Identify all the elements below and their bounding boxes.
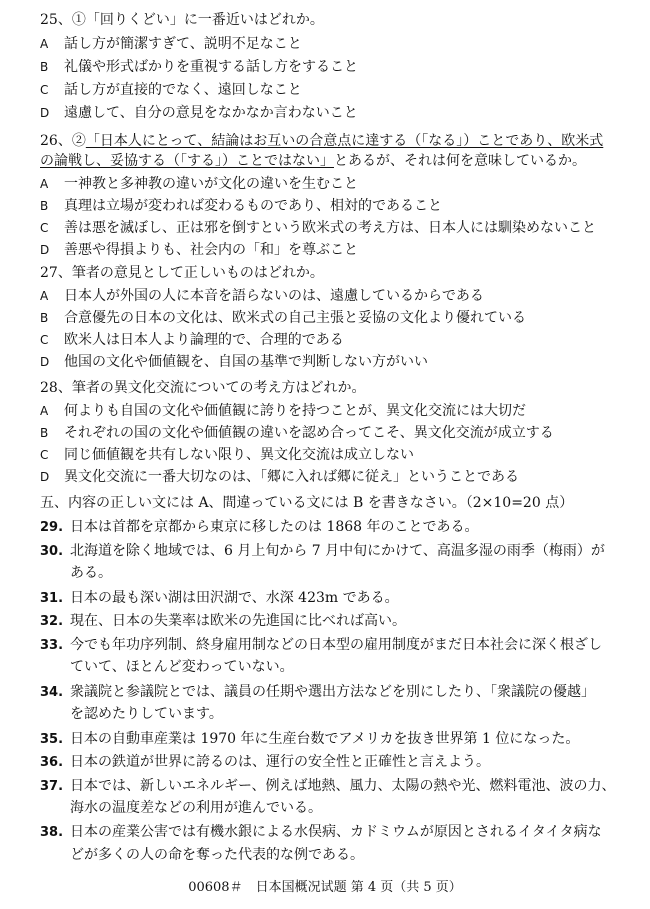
option-text: 礼儀や形式ばかりを重視する話し方をすること [64,59,358,75]
item-text: 衆議院と参議院とでは、議員の任期や選出方法などを別にしたり、「衆議院の優越」 [70,684,595,700]
option-letter: C [40,333,49,347]
item-30 [40,541,605,562]
item-text: 日本の鉄道が世界に誇るのは、運行の安全性と正確性と言えよう。 [70,754,490,770]
item-text: 日本の自動車産業は 1970 年に生産台数でアメリカを抜き世界第 1 位になった。 [70,731,580,747]
question-25-option-b [40,57,358,77]
option-letter: C [40,221,49,235]
item-number: 38. [40,825,64,840]
option-letter: D [40,470,50,484]
question-26-option-c [40,218,596,238]
question-27-option-c [40,330,344,350]
item-37 [40,776,615,797]
item-number: 30. [40,544,64,559]
item-34-continuation: を認めたりしています。 [70,706,223,722]
option-letter: D [40,355,50,369]
section-5-heading: 五、内容の正しい文には A、間違っている文には B を書きなさい。（2×10=20 点） [40,495,574,511]
item-number: 31. [40,591,64,606]
question-28-option-a [40,401,526,421]
question-28-stem: 28、筆者の異文化交流についての考え方はどれか。 [40,380,366,396]
item-31 [40,588,399,609]
option-letter: B [40,199,49,213]
item-33 [40,635,602,656]
question-26-option-b [40,196,442,216]
item-number: 34. [40,685,64,700]
question-26-option-a [40,174,358,194]
option-text: 欧米人は日本人より論理的で、合理的である [64,332,344,348]
item-36 [40,752,490,773]
option-letter: B [40,311,49,325]
option-letter: B [40,426,49,440]
option-text: 話し方が簡潔すぎて、説明不足なこと [64,36,302,52]
item-number: 37. [40,779,64,794]
option-letter: C [40,83,49,97]
item-number: 29. [40,520,64,535]
option-text: 一神教と多神教の違いが文化の違いを生むこと [64,176,358,192]
item-number: 33. [40,638,64,653]
option-text: それぞれの国の文化や価値観の違いを認め合ってこそ、異文化交流が成立する [64,425,554,441]
question-26-stem-line-2 [40,151,586,171]
item-33-continuation: ていて、ほとんど変わっていない。 [70,659,294,675]
option-text: 何よりも自国の文化や価値観に誇りを持つことが、異文化交流には大切だ [64,403,526,419]
item-34 [40,682,595,703]
item-text: 日本は首都を京都から東京に移したのは 1868 年のことである。 [70,519,479,535]
item-text: 日本では、新しいエネルギー、例えば地熱、風力、太陽の熱や光、燃料電池、波の力、 [70,778,616,794]
question-27-option-b [40,308,526,328]
item-37-continuation: 海水の温度差などの利用が進んでいる。 [70,800,322,816]
option-text: 善悪や得損よりも、社会内の「和」を尊ぶこと [64,242,358,258]
question-28-option-b [40,423,554,443]
question-26-suffix: とあるが、それは何を意味しているか。 [334,153,586,169]
question-27-option-d [40,352,428,372]
option-text: 真理は立場が変われば変わるものであり、相対的であること [64,198,442,214]
option-letter: D [40,106,50,120]
question-26-quote-part-2: の論戦し、妥協する（「する」）ことではない」 [40,153,334,169]
question-25-option-d [40,103,358,123]
option-letter: A [40,404,49,418]
option-text: 話し方が直接的でなく、遠回しなこと [64,82,302,98]
item-38-continuation: どが多くの人の命を奪った代表的な例である。 [70,847,364,863]
item-30-continuation: ある。 [70,565,112,581]
item-text: 日本の産業公害では有機水銀による水俣病、カドミウムが原因とされるイタイタ病な [70,824,602,840]
question-25-stem: 25、①「回りくどい」に一番近いはどれか。 [40,12,324,28]
item-number: 35. [40,732,64,747]
item-text: 現在、日本の失業率は欧米の先進国に比べれば高い。 [70,613,406,629]
item-32 [40,611,406,632]
option-text: 合意優先の日本の文化は、欧米式の自己主張と妥協の文化より優れている [64,310,526,326]
item-number: 32. [40,614,64,629]
item-number: 36. [40,755,64,770]
option-text: 善は悪を滅ぼし、正は邪を倒すという欧米式の考え方は、日本人には馴染めないこと [64,220,596,236]
question-28-option-c [40,445,414,465]
question-26-stem-line-1 [40,131,603,151]
question-26-quote-part-1: 「日本人にとって、結論はお互いの合意点に達する（「なる」）ことであり、欧米式 [85,133,604,149]
option-letter: B [40,60,49,74]
option-text: 異文化交流に一番大切なのは、「郷に入れば郷に従え」ということである [64,469,519,485]
page-footer: 00608＃ 日本国概况试题 第 4 页（共 5 页） [188,880,462,895]
option-text: 同じ価値観を共有しない限り、異文化交流は成立しない [64,447,414,463]
question-25-option-c [40,80,302,100]
option-letter: A [40,289,49,303]
question-25-option-a [40,34,302,54]
item-35 [40,729,579,750]
item-29 [40,517,479,538]
option-letter: D [40,243,50,257]
option-letter: C [40,448,49,462]
question-27-option-a [40,286,484,306]
question-27-stem: 27、筆者の意見として正しいものはどれか。 [40,265,324,281]
question-28-option-d [40,467,519,487]
item-text: 日本の最も深い湖は田沢湖で、水深 423m である。 [70,590,399,606]
item-text: 今でも年功序列制、終身雇用制などの日本型の雇用制度がまだ日本社会に深く根ざし [70,637,602,653]
option-text: 他国の文化や価値観を、自国の基準で判断しない方がいい [64,354,428,370]
option-text: 日本人が外国の人に本音を語らないのは、遠慮しているからである [64,288,484,304]
question-26-option-d [40,240,358,260]
option-letter: A [40,37,49,51]
item-38 [40,822,602,843]
option-letter: A [40,177,49,191]
item-text: 北海道を除く地域では、6 月上旬から 7 月中旬にかけて、高温多湿の雨季（梅雨）が [70,543,605,559]
question-26-prefix: 26、② [40,133,86,149]
option-text: 遠慮して、自分の意見をなかなか言わないこと [64,105,358,121]
